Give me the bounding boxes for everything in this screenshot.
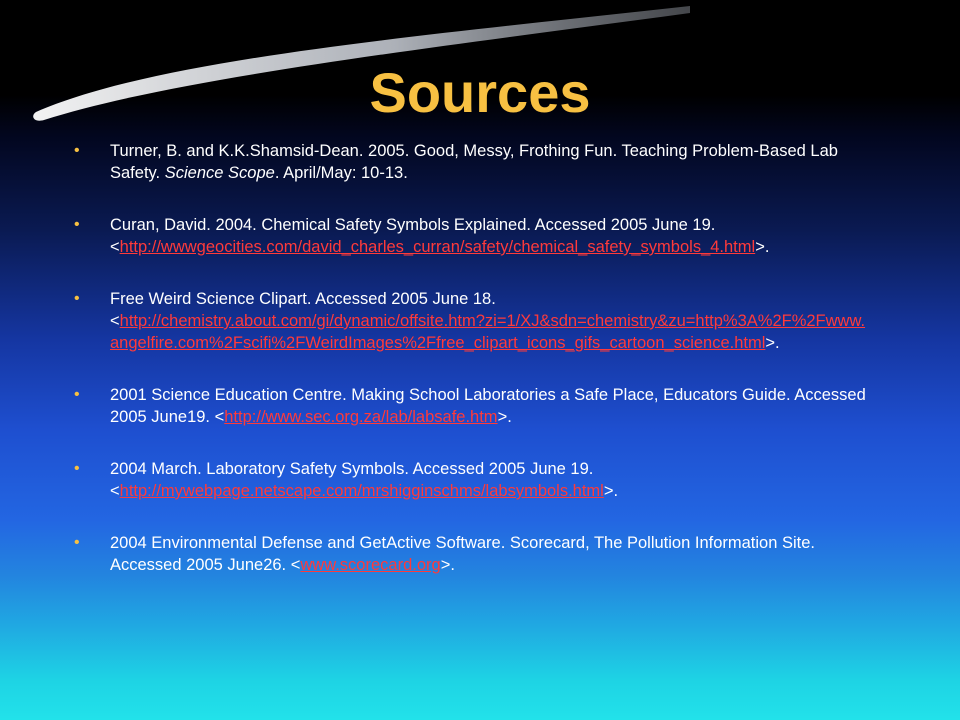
source-item: • 2004 Environmental Defense and GetActive Software. Scorecard, The Pollution Information Site. Accessed 2005 June26. <www.scorecard.org>.	[74, 534, 815, 574]
source-text: Curan, David. 2004. Chemical Safety Symbols Explained. Accessed 2005 June 19.	[110, 216, 716, 234]
source-item	[72, 140, 872, 184]
source-text: Free Weird Science Clipart. Accessed 2005 June 18.	[110, 290, 496, 308]
source-link[interactable]: http://mywebpage.netscape.com/mrshigginschms/labsymbols.html	[119, 482, 604, 500]
source-link[interactable]: www.scorecard.org	[300, 556, 441, 574]
source-link[interactable]: http://wwwgeocities.com/david_charles_curran/safety/chemical_safety_symbols_4.html	[119, 238, 756, 256]
source-text: 2004 Environmental Defense and GetActive Software. Scorecard, The Pollution Information Site. Accessed 2005 June26.	[110, 534, 815, 574]
sources-list	[72, 140, 872, 606]
source-text-end: . April/May: 10-13.	[274, 164, 408, 182]
source-journal: Science Scope	[164, 164, 275, 182]
source-item: • Curan, David. 2004. Chemical Safety Symbols Explained. Accessed 2005 June 19. <http://wwwgeocities.com/david_charles_curran/safety/chemical_safety_symbols_4.html>.	[74, 216, 770, 256]
source-item: • 2004 March. Laboratory Safety Symbols. Accessed 2005 June 19. <http://mywebpage.netscape.com/mrshigginschms/labsymbols.html>.	[74, 460, 619, 500]
slide-title: Sources	[369, 61, 591, 124]
source-text: 2004 March. Laboratory Safety Symbols. Accessed 2005 June 19.	[110, 460, 594, 478]
source-link[interactable]: http://www.sec.org.za/lab/labsafe.htm	[224, 408, 498, 426]
source-text: Turner, B. and K.K.Shamsid-Dean. 2005. Good, Messy, Frothing Fun. Teaching Problem-Based Lab Safety.	[110, 142, 838, 182]
source-item: • Free Weird Science Clipart. Accessed 2005 June 18. <http://chemistry.about.com/gi/dynamic/offsite.htm?zi=1/XJ&sdn=chemistry&zu=http%3A%2F%2Fwww.angelfire.com%2Fscifi%2FWeirdImages%2Ffree_clipart_icons_gifs_cartoon_science.html>.	[74, 290, 866, 352]
source-item: • 2001 Science Education Centre. Making School Laboratories a Safe Place, Educators Guide. Accessed 2005 June19. <http://www.sec.org.za/lab/labsafe.htm>.	[74, 386, 866, 426]
bullet-icon: •	[74, 142, 80, 159]
bullet-icon: •	[74, 290, 80, 307]
bullet-icon: •	[74, 386, 80, 403]
source-link[interactable]: http://chemistry.about.com/gi/dynamic/offsite.htm?zi=1/XJ&sdn=chemistry&zu=http%3A%2F%2Fwww.angelfire.com%2Fscifi%2FWeirdImages%2Ffree_clipart_icons_gifs_cartoon_science.html	[110, 312, 866, 352]
source-text: 2001 Science Education Centre. Making School Laboratories a Safe Place, Educators Guide. Accessed 2005 June19.	[110, 386, 866, 426]
bullet-icon: •	[74, 216, 80, 233]
bullet-icon: •	[74, 460, 80, 477]
bullet-icon: •	[74, 534, 80, 551]
